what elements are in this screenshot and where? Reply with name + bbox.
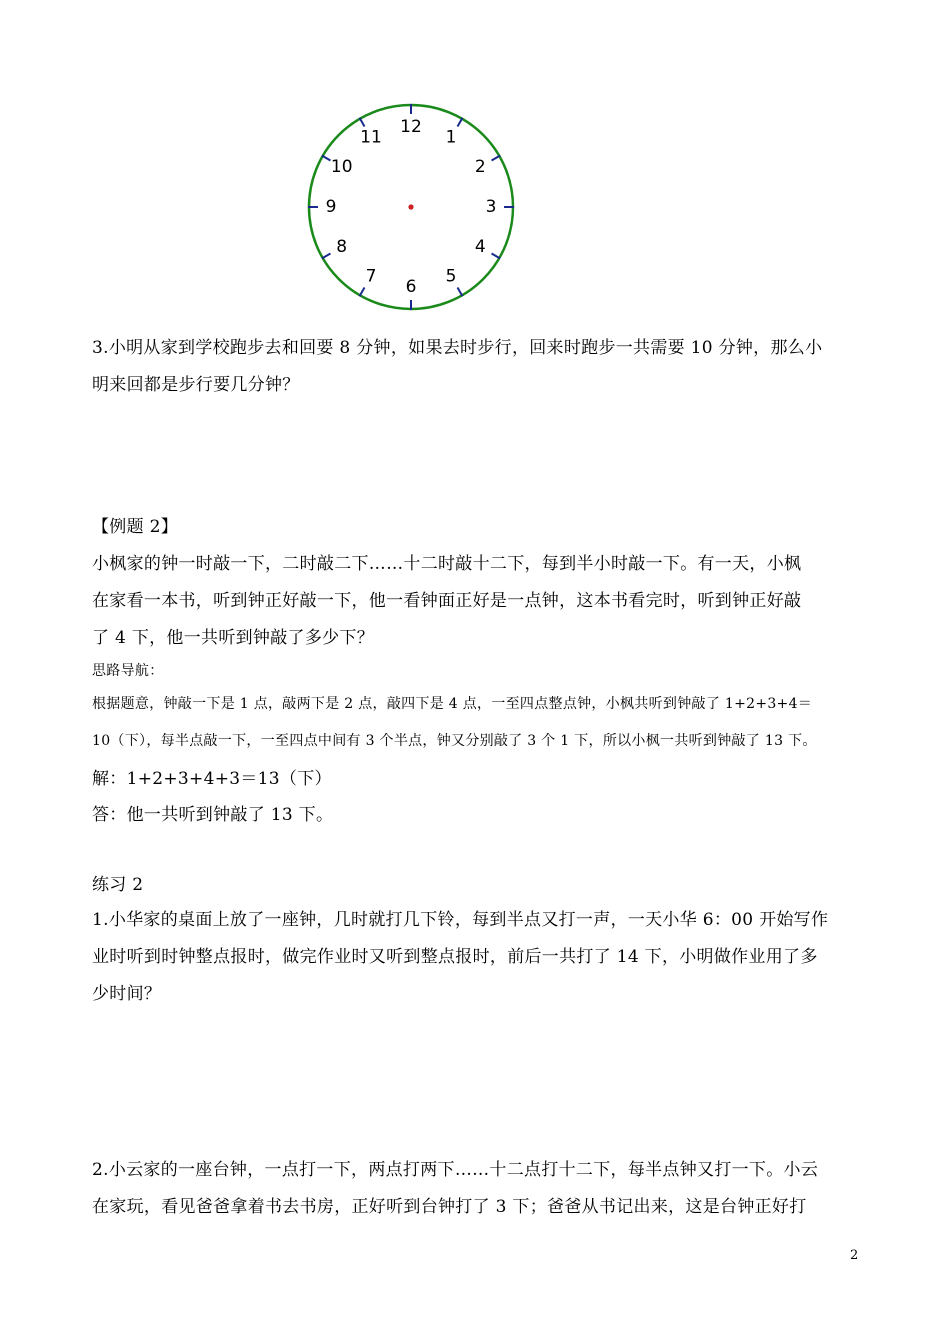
hint-label: 思路导航： bbox=[92, 663, 164, 679]
practice2-q1-line: 少时间？ bbox=[92, 984, 162, 1004]
clock-number: 10 bbox=[330, 157, 353, 177]
clock-face bbox=[300, 96, 522, 318]
clock-number: 6 bbox=[405, 277, 417, 297]
problem3-line1: 3.小明从家到学校跑步去和回要 8 分钟，如果去时步行，回来时跑步一共需要 10 分钟，那么小 bbox=[92, 338, 823, 358]
problem3-line2: 明来回都是步行要几分钟？ bbox=[92, 375, 300, 395]
clock-number: 11 bbox=[360, 127, 382, 148]
clock-number: 9 bbox=[325, 197, 337, 217]
solution-line: 解：1+2+3+4+3＝13（下） bbox=[92, 769, 332, 789]
practice2-title: 练习 2 bbox=[92, 875, 144, 895]
clock-tick bbox=[322, 254, 331, 259]
clock-number: 12 bbox=[400, 117, 422, 137]
clock-tick bbox=[492, 156, 501, 161]
clock-number: 4 bbox=[474, 237, 486, 257]
hint-line: 根据题意，钟敲一下是 1 点，敲两下是 2 点，敲四下是 4 点，一至四点整点钟，小枫共听到钟敲了 1+2+3+4＝ bbox=[92, 696, 813, 712]
page-number: 2 bbox=[850, 1248, 859, 1263]
clock-number: 1 bbox=[445, 127, 457, 148]
example2-line: 了 4 下，他一共听到钟敲了多少下？ bbox=[92, 628, 375, 648]
clock-number: 3 bbox=[485, 197, 497, 217]
clock-tick bbox=[360, 288, 365, 297]
clock-number: 5 bbox=[445, 266, 457, 287]
hint-line: 10（下），每半点敲一下，一至四点中间有 3 个半点，钟又分别敲了 3 个 1 下，所以小枫一共听到钟敲了 13 下。 bbox=[92, 733, 817, 749]
practice2-q2-line: 在家玩，看见爸爸拿着书去书房，正好听到台钟打了 3 下；爸爸从书记出来，这是台钟正好打 bbox=[92, 1197, 807, 1217]
clock-number: 2 bbox=[474, 157, 486, 177]
clock-tick bbox=[458, 288, 463, 297]
clock-tick bbox=[458, 118, 463, 127]
practice2-q1-line: 1.小华家的桌面上放了一座钟，几时就打几下铃，每到半点又打一声，一天小华 6：00 开始写作 bbox=[92, 910, 829, 930]
clock-tick bbox=[360, 118, 365, 127]
example2-line: 在家看一本书，听到钟正好敲一下，他一看钟面正好是一点钟，这本书看完时，听到钟正好敲 bbox=[92, 591, 802, 611]
practice2-q1-line: 业时听到时钟整点报时，做完作业时又听到整点报时，前后一共打了 14 下，小明做作业用了多 bbox=[92, 947, 818, 967]
clock-tick bbox=[322, 156, 331, 161]
example2-line: 小枫家的钟一时敲一下，二时敲二下……十二时敲十二下，每到半小时敲一下。有一天，小枫 bbox=[92, 554, 802, 574]
clock-center-dot bbox=[408, 204, 413, 209]
clock-number: 8 bbox=[336, 237, 348, 257]
practice2-q2-line: 2.小云家的一座台钟，一点打一下，两点打两下……十二点打十二下，每半点钟又打一下。小云 bbox=[92, 1160, 819, 1180]
clock-tick bbox=[492, 254, 501, 259]
example2-title: 【例题 2】 bbox=[92, 517, 179, 537]
answer-line: 答：他一共听到钟敲了 13 下。 bbox=[92, 805, 334, 825]
clock-number: 7 bbox=[365, 266, 377, 287]
